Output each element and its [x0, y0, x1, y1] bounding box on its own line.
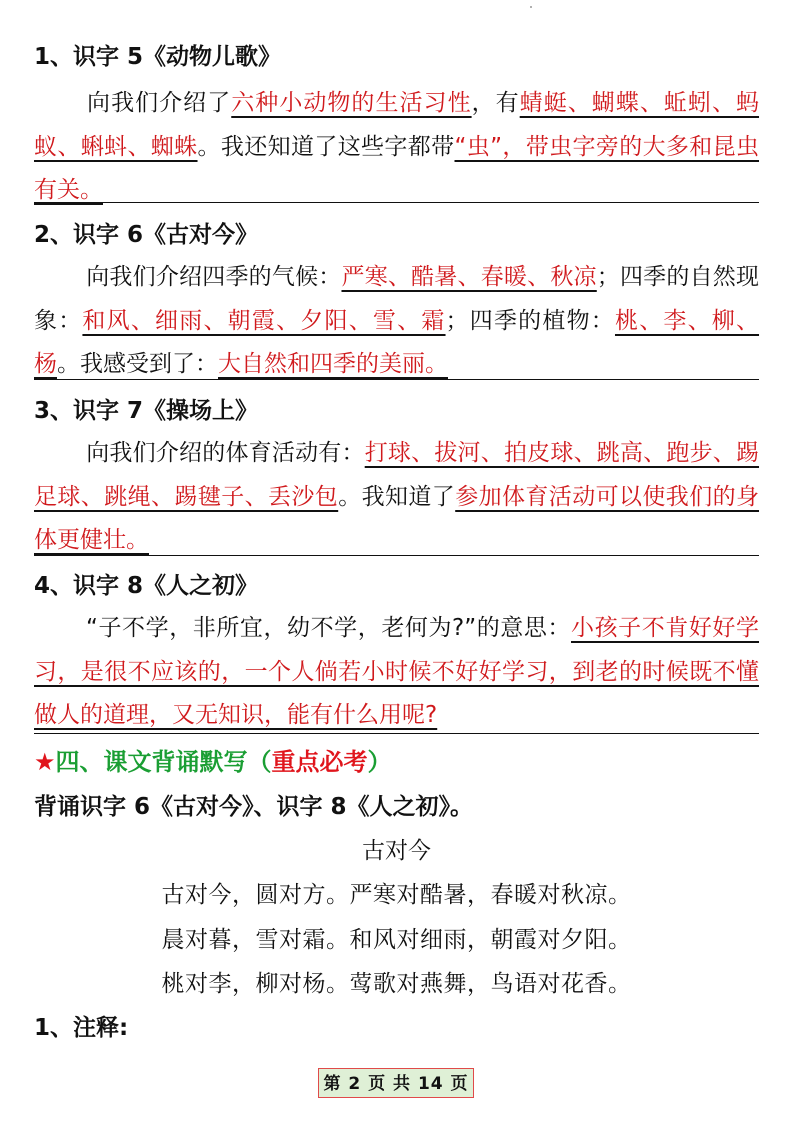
- prompt-text: 。我感受到了：: [57, 351, 218, 377]
- prompt-text: “子不学，非所宜，幼不学，老何为?”的意思：: [86, 615, 572, 641]
- answer-text: 参加体育活动可以使我们的身体更健壮。: [34, 483, 760, 553]
- section-four-close: ）: [367, 748, 392, 776]
- answer-text: “虫”，带虫字旁的大多和昆虫有关。: [34, 133, 760, 203]
- answer-text: 桃、李、柳、杨: [34, 307, 760, 377]
- recite-heading: 背诵识字 6《古对今》、识字 8《人之初》。: [34, 794, 474, 820]
- answer-line: [34, 555, 759, 556]
- stray-dot: [530, 6, 532, 8]
- prompt-text: ；四季的植物：: [445, 307, 615, 334]
- star-icon: ★: [34, 748, 56, 776]
- answer-text: 大自然和四季的美丽。: [218, 351, 448, 377]
- answer-line: [34, 733, 759, 734]
- notes-heading: 1、注释:: [34, 1015, 129, 1041]
- paragraph-3: [34, 432, 759, 563]
- prompt-text: 向我们介绍的体育活动有：: [86, 440, 365, 466]
- answer-text: 严寒、酷暑、春暖、秋凉: [341, 264, 597, 290]
- answer-text: 小孩子不肯好好学习，是很不应该的，一个人倘若小时候不好好学习，到老的时候既不懂做人的道理，又无知识，能有什么用呢?: [34, 615, 760, 728]
- answer-text: 蜻蜓、蝴蝶、蚯蚓、蚂蚁、蝌蚪、蜘蛛: [34, 90, 760, 160]
- prompt-text: ；四季的自然现象：: [34, 264, 760, 334]
- answer-text: 打球、拔河、拍皮球、跳高、跑步、踢足球、跳绳、踢毽子、丢沙包: [34, 440, 760, 510]
- poem-line: 古对今，圆对方。严寒对酷暑，春暖对秋凉。: [161, 882, 632, 908]
- prompt-text: ，有: [471, 90, 520, 116]
- heading-1: 1、识字 5《动物儿歌》: [34, 44, 282, 70]
- section-four-title: [34, 744, 392, 780]
- poem-line: 晨对暮，雪对霜。和风对细雨，朝霞对夕阳。: [161, 927, 632, 953]
- prompt-text: 向我们介绍四季的气候：: [86, 264, 342, 290]
- answer-line: [34, 379, 759, 380]
- prompt-text: 。我知道了: [338, 483, 456, 510]
- answer-text: 六种小动物的生活习性: [231, 90, 472, 116]
- section-four-emphasis: 重点必考: [271, 748, 368, 776]
- heading-2: 2、识字 6《古对今》: [34, 222, 259, 248]
- paragraph-4: [34, 607, 759, 738]
- section-four-label: 四、课文背诵默写（: [55, 748, 272, 776]
- paragraph-2: [34, 256, 759, 387]
- answer-line: [34, 202, 759, 203]
- paragraph-1: [34, 82, 759, 213]
- answer-text: 和风、细雨、朝霞、夕阳、雪、霜: [82, 307, 446, 334]
- poem-line: 桃对李，柳对杨。莺歌对燕舞，鸟语对花香。: [161, 971, 632, 997]
- heading-4: 4、识字 8《人之初》: [34, 573, 259, 599]
- heading-3: 3、识字 7《操场上》: [34, 398, 259, 424]
- prompt-text: 向我们介绍了: [86, 90, 232, 116]
- poem-title: 古对今: [362, 838, 431, 864]
- prompt-text: 。我还知道了这些字都带: [197, 133, 455, 160]
- page-number: 第 2 页 共 14 页: [318, 1068, 474, 1098]
